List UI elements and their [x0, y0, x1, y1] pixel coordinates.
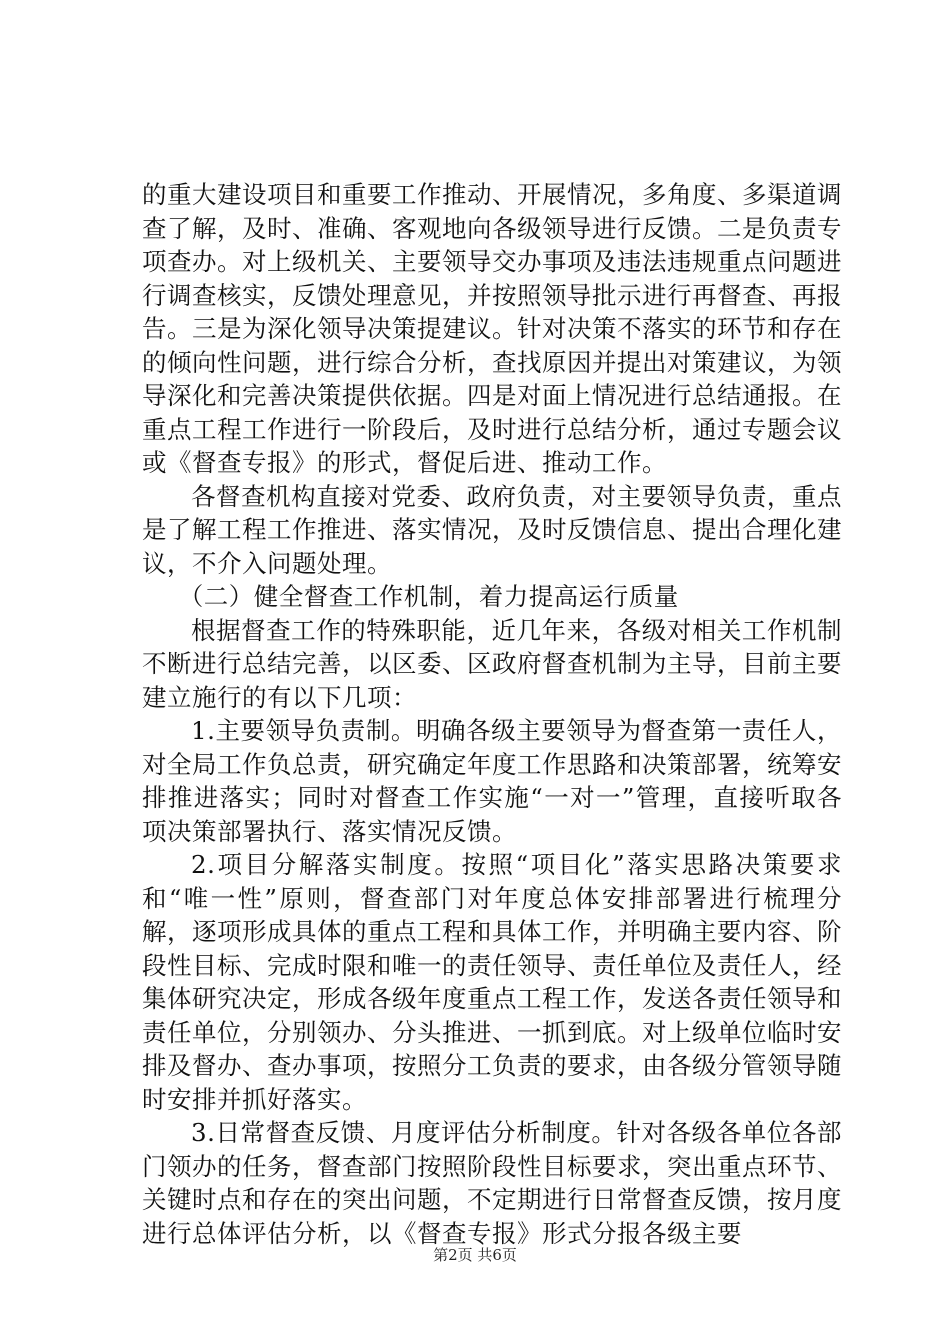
list-item-3: 3.日常督查反馈、月度评估分析制度。针对各级各单位各部门领办的任务，督查部门按照阶段性目标要求，突出重点环节、关键时点和存在的突出问题，不定期进行日常督查反馈，按月度进行总体评估分析，以《督查专报》形式分报各级主要	[142, 1118, 842, 1248]
paragraph-intro: 根据督查工作的特殊职能，近几年来，各级对相关工作机制不断进行总结完善，以区委、区政府督查机制为主导，目前主要建立施行的有以下几项：	[142, 615, 842, 712]
section-heading: （二）健全督查工作机制，着力提高运行质量	[178, 582, 679, 611]
document-body	[142, 178, 842, 1250]
paragraph-agencies: 各督查机构直接对党委、政府负责，对主要领导负责，重点是了解工程工作推进、落实情况，及时反馈信息、提出合理化建议，不介入问题处理。	[142, 481, 842, 578]
list-item-2: 2.项目分解落实制度。按照“项目化”落实思路决策要求和“唯一性”原则，督查部门对年度总体安排部署进行梳理分解，逐项形成具体的重点工程和具体工作，并明确主要内容、阶段性目标、完成时限和唯一的责任领导、责任单位及责任人，经集体研究决定，形成各级年度重点工程工作，发送各责任领导和责任单位，分别领办、分头推进、一抓到底。对上级单位临时安排及督办、查办事项，按照分工负责的要求，由各级分管领导随时安排并抓好落实。	[142, 850, 842, 1114]
list-item-1: 1.主要领导负责制。明确各级主要领导为督查第一责任人，对全局工作负总责，研究确定年度工作思路和决策部署，统筹安排推进落实；同时对督查工作实施“一对一”管理，直接听取各项决策部署执行、落实情况反馈。	[142, 716, 842, 846]
page-footer: 第2页 共6页	[433, 1246, 517, 1264]
paragraph-continuation: 的重大建设项目和重要工作推动、开展情况，多角度、多渠道调查了解，及时、准确、客观地向各级领导进行反馈。二是负责专项查办。对上级机关、主要领导交办事项及违法违规重点问题进行调查核实，反馈处理意见，并按照领导批示进行再督查、再报告。三是为深化领导决策提建议。针对决策不落实的环节和存在的倾向性问题，进行综合分析，查找原因并提出对策建议，为领导深化和完善决策提供依据。四是对面上情况进行总结通报。在重点工程工作进行一阶段后，及时进行总结分析，通过专题会议或《督查专报》的形式，督促后进、推动工作。	[142, 180, 842, 477]
